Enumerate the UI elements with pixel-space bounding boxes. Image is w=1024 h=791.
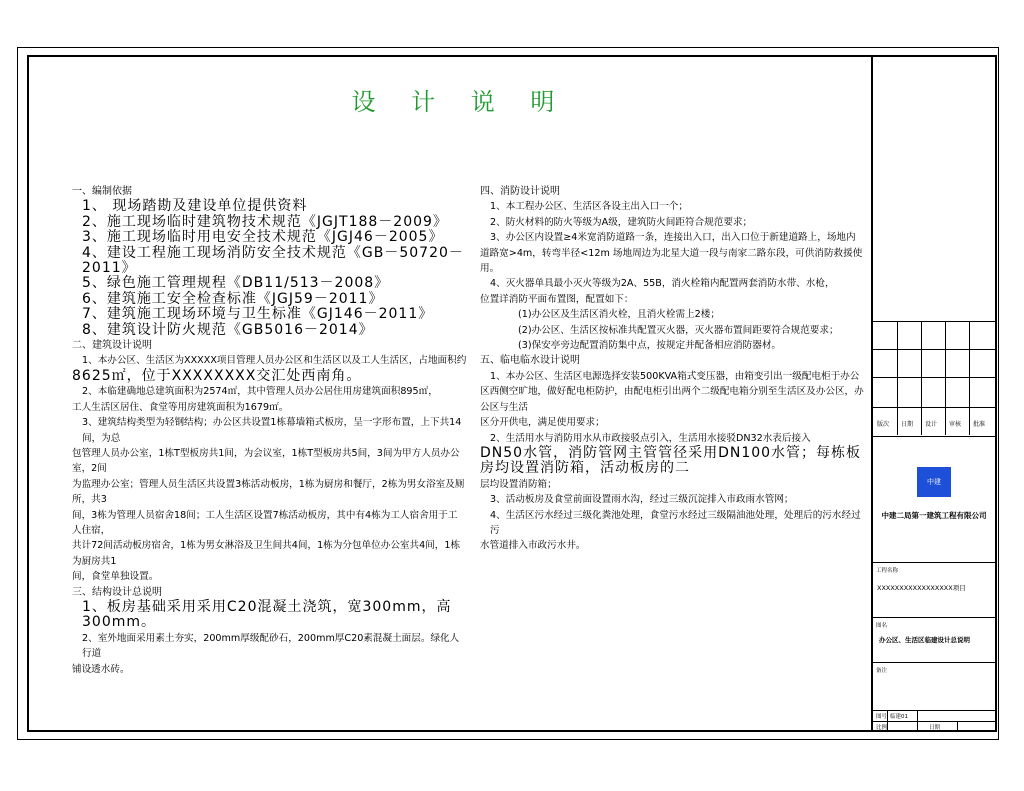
paragraph-line: (2)办公区、生活区按标准共配置灭火器，灭火器布置间距要符合规范要求； (518, 324, 839, 336)
drawing-title-label: 图名 (876, 623, 888, 629)
paragraph-line: 4、生活区污水经过三级化粪池处理，食堂污水经过三级隔油池处理，处理后的污水经过污 (490, 509, 861, 536)
paragraph-line: 铺设透水砖。 (72, 663, 130, 675)
paragraph-line: 3、施工现场临时用电安全技术规范《JGJ46－2005》 (82, 229, 444, 246)
paragraph-line: 2、本临建确地总建筑面积为2574㎡，其中管理人员办公居住用房建筑面积895㎡， (82, 386, 438, 398)
paragraph-line: 区分开供电，满足使用要求； (480, 417, 605, 429)
title-block-rule (873, 562, 995, 563)
paragraph-line: 2、室外地面采用素土夯实，200mm厚级配砂石，200mm厚C20素混凝土面层。绿化人行道 (82, 632, 460, 660)
paragraph-line: 3、建筑结构类型为轻钢结构；办公区共设置1栋幕墙箱式板房，呈一字形布置，上下共14间，为总 (82, 417, 462, 444)
title-block-rule (917, 710, 918, 732)
title-block-rule (873, 349, 995, 350)
drawing-number: 临建01 (890, 714, 908, 720)
paragraph-line: 水管道排入市政污水井。 (480, 540, 586, 552)
paragraph-line: 8625㎡，位于XXXXXXXX交汇处西南角。 (72, 367, 362, 384)
drawing-title: 办公区、生活区临建设计总说明 (879, 636, 970, 644)
paragraph-line: 为监理办公室；管理人员生活区共设置3栋活动板房，1栋为厨房和餐厅，2栋为男女浴室及厕所，共3 (72, 478, 465, 506)
title-block-rule (957, 721, 958, 732)
paragraph-line: 7、建筑施工现场环境与卫生标准《GJ146－2011》 (82, 306, 434, 323)
paragraph-line: 间，食堂单独设置。 (72, 571, 159, 583)
paragraph-line: 共计72间活动板房宿舍，1栋为男女淋浴及卫生间共4间，1栋为分包单位办公室共4间，1栋为厨房共1 (72, 540, 461, 567)
title-block-rule (873, 321, 995, 322)
paragraph-line: 2、施工现场临时建筑物技术规范《JGJT188－2009》 (82, 213, 448, 230)
paragraph-line: 3、办公区内设置≥4米宽消防道路一条，连接出入口，出入口位于新建道路上，场地内 (490, 232, 856, 244)
title-block-rule (873, 710, 995, 711)
paragraph-line: DN50水管，消防管网主管管径采用DN100水管；每栋板房均设置消防箱，活动板房的二 (480, 444, 862, 477)
section-heading: 四、消防设计说明 (480, 186, 560, 197)
company-logo (917, 467, 951, 497)
section-heading: 三、结构设计总说明 (72, 586, 162, 598)
paragraph-line: 2、防火材料的防火等级为A级，建筑防火间距符合规范要求； (490, 216, 753, 228)
paragraph-line: 区西侧空旷地，做好配电柜防护，由配电柜引出两个二级配电箱分别至生活区及办公区，办公区与生活 (480, 386, 864, 413)
paragraph-line: 1、本工程办公区、生活区各设主出入口一个； (490, 201, 688, 213)
paragraph-line: 位置详消防平面布置图，配置如下： (480, 293, 634, 305)
paragraph-line: 1、 现场踏勘及建设单位提供资料 (82, 198, 308, 215)
title-block-rule (873, 617, 995, 618)
document-title: 设 计 说 明 (351, 88, 569, 116)
paragraph-line: 1、板房基础采用采用C20混凝土浇筑，宽300mm，高300mm。 (82, 598, 452, 631)
date-label: 日期 (929, 725, 941, 731)
paragraph-line: (3)保安亭旁边配置消防集中点，按规定并配备相应消防器材。 (518, 340, 782, 352)
scale-label: 比例 (876, 725, 888, 731)
paragraph-line: 4、建设工程施工现场消防安全技术规范《GB－50720－2011》 (82, 244, 464, 277)
section-heading: 二、建筑设计说明 (72, 340, 152, 352)
paragraph-line: 8、建筑设计防火规范《GB5016－2014》 (82, 321, 374, 338)
sign-label-date: 日期 (901, 421, 914, 428)
paragraph-line: 1、本办公区、生活区为XXXXX项目管理人员办公区和生活区以及工人生活区，占地面积约 (82, 355, 467, 367)
paragraph-line: 2、生活用水与消防用水从市政接驳点引入，生活用水接驳DN32水表后接入 (490, 432, 811, 444)
note-label: 备注 (876, 668, 888, 674)
paragraph-line: 5、绿色施工管理规程《DB11/513－2008》 (82, 275, 390, 292)
title-block-rule (873, 377, 995, 378)
paragraph-line: 1、本办公区、生活区电源选择安装500KVA箱式变压器，由箱变引出一级配电柜于办公 (490, 370, 860, 382)
paragraph-line: 包管理人员办公室，1栋T型板房共1间，为会议室，1栋T型板房共5间，3间为甲方人员办公室，2间 (72, 447, 460, 475)
section-heading: 五、临电临水设计说明 (480, 355, 580, 367)
title-block-rule (887, 710, 888, 732)
sign-label-approve: 批准 (973, 421, 986, 428)
sign-label-review: 审核 (949, 421, 962, 428)
paragraph-line: 3、活动板房及食堂前面设置雨水沟，经过三级沉淀排入市政雨水管网； (490, 494, 794, 506)
paragraph-line: 道路宽>4m，转弯半径<12m 场地周边为北星大道一段与南家二路东段，可供消防救援使用。 (480, 247, 863, 275)
title-block-rule (873, 721, 995, 722)
paragraph-line: 间，3栋为管理人员宿舍18间；工人生活区设置7栋活动板房，其中有4栋为工人宿舍用于工人住宿， (72, 509, 458, 536)
company-name: 中建二局第一建筑工程有限公司 (881, 511, 987, 520)
sign-label-design: 设计 (925, 421, 938, 428)
paragraph-line: 工人生活区居住、食堂等用房建筑面积为1679㎡。 (72, 401, 289, 413)
sign-off-row (873, 407, 995, 437)
paragraph-line: 层均设置消防箱； (480, 478, 557, 490)
title-block (871, 55, 997, 732)
drawing-number-label: 图号 (876, 714, 888, 720)
paragraph-line: 4、灭火器单具最小灭火等级为2A、55B，消火栓箱内配置两套消防水带、水枪， (490, 278, 835, 290)
right-text-column (480, 184, 870, 554)
project-label: 工程名称 (876, 568, 899, 574)
section-heading: 一、编制依据 (72, 186, 132, 197)
project-name: XXXXXXXXXXXXXXXXX项目 (877, 584, 966, 592)
company-logo-text: 中建 (927, 478, 941, 486)
sign-label-revision: 版次 (877, 421, 890, 428)
paragraph-line: (1)办公区及生活区消火栓，且消火栓需上2楼； (518, 309, 720, 321)
title-block-rule (873, 662, 995, 663)
paragraph-line: 6、建筑施工安全检查标准《JGJ59－2011》 (82, 290, 384, 307)
left-text-column (72, 184, 467, 677)
